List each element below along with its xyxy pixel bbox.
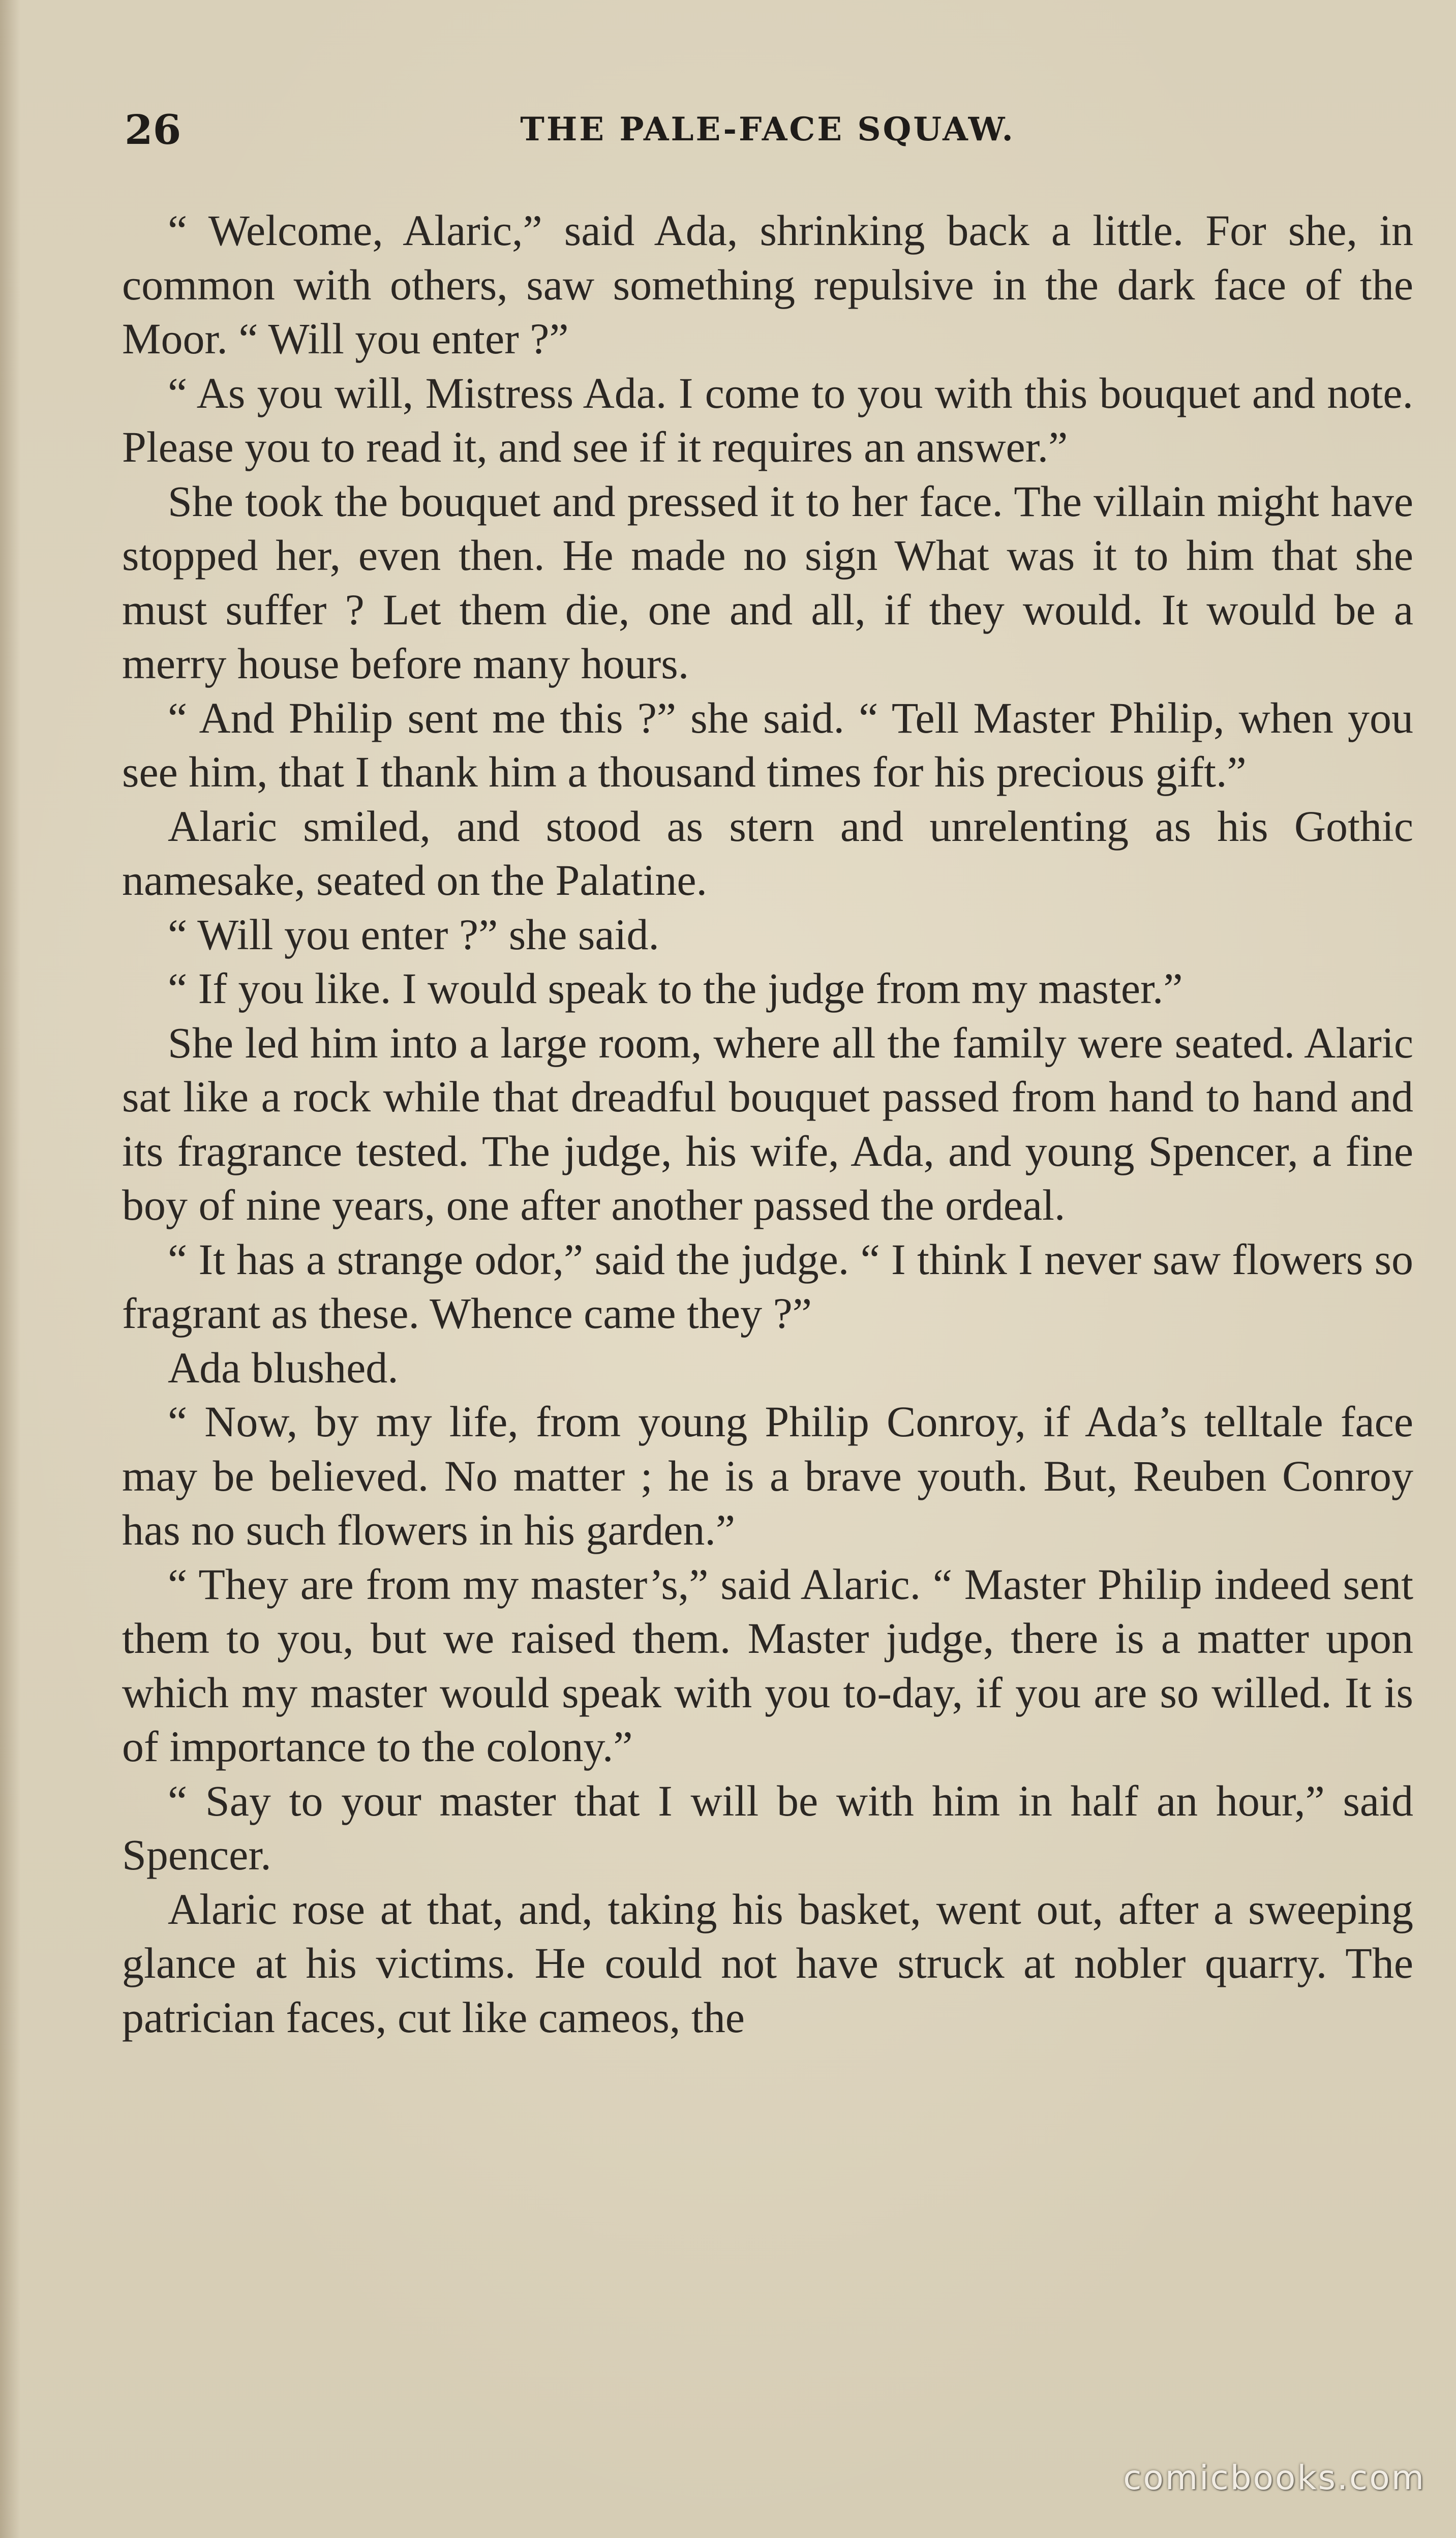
- paragraph: She led him into a large room, where all the family were seated. Alaric sat like a rock while that dreadful bouquet passed from hand to hand and its fragrance tested. The judge, his wife, Ada, and young Spencer, a fine boy of nine years, one after another passed the ordeal.: [122, 1018, 1413, 1229]
- paragraph: “ As you will, Mistress Ada. I come to you with this bouquet and note. Please you to read it, and see if it requires an answer.”: [122, 368, 1413, 471]
- page-edge-shadow: [0, 0, 20, 2538]
- paragraph: Ada blushed.: [168, 1343, 399, 1392]
- watermark-logo: comicbooks.com: [1123, 2458, 1425, 2497]
- page-number: 26: [125, 106, 181, 154]
- paragraph: “ They are from my master’s,” said Alaric. “ Master Philip indeed sent them to you, but we raised them. Master judge, there is a matter upon which my master would speak with you to-day, if you are so willed. It is of importance to the colony.”: [122, 1559, 1413, 1771]
- paragraph: “ It has a strange odor,” said the judge. “ I think I never saw flowers so fragrant as these. Whence came they ?”: [122, 1234, 1413, 1338]
- paragraph: “ And Philip sent me this ?” she said. “ Tell Master Philip, when you see him, that I thank him a thousand times for his precious gift.”: [122, 693, 1413, 796]
- paragraph: “ Welcome, Alaric,” said Ada, shrinking back a little. For she, in common with others, saw something repulsive in the dark face of the Moor. “ Will you enter ?”: [122, 206, 1413, 363]
- paragraph: Alaric smiled, and stood as stern and unrelenting as his Gothic namesake, seated on the Palatine.: [122, 801, 1413, 904]
- running-head: THE PALE-FACE SQUAW.: [520, 110, 1015, 148]
- paragraph: “ If you like. I would speak to the judge from my master.”: [168, 964, 1183, 1013]
- paragraph: Alaric rose at that, and, taking his basket, went out, after a sweeping glance at his victims. He could not have struck at nobler quarry. The patrician faces, cut like cameos, the: [122, 1884, 1413, 2042]
- paragraph: “ Will you enter ?” she said.: [168, 910, 659, 959]
- paragraph: “ Say to your master that I will be with him in half an hour,” said Spencer.: [122, 1776, 1413, 1879]
- page-header: [125, 102, 1411, 158]
- paragraph: She took the bouquet and pressed it to her face. The villain might have stopped her, even then. He made no sign What was it to him that she must suffer ? Let them die, one and all, if they would. It would be a merry house before many hours.: [122, 476, 1413, 688]
- paragraph: “ Now, by my life, from young Philip Conroy, if Ada’s telltale face may be believed. No matter ; he is a brave youth. But, Reuben Conroy has no such flowers in his garden.”: [122, 1397, 1413, 1554]
- body-text: [122, 203, 1413, 2044]
